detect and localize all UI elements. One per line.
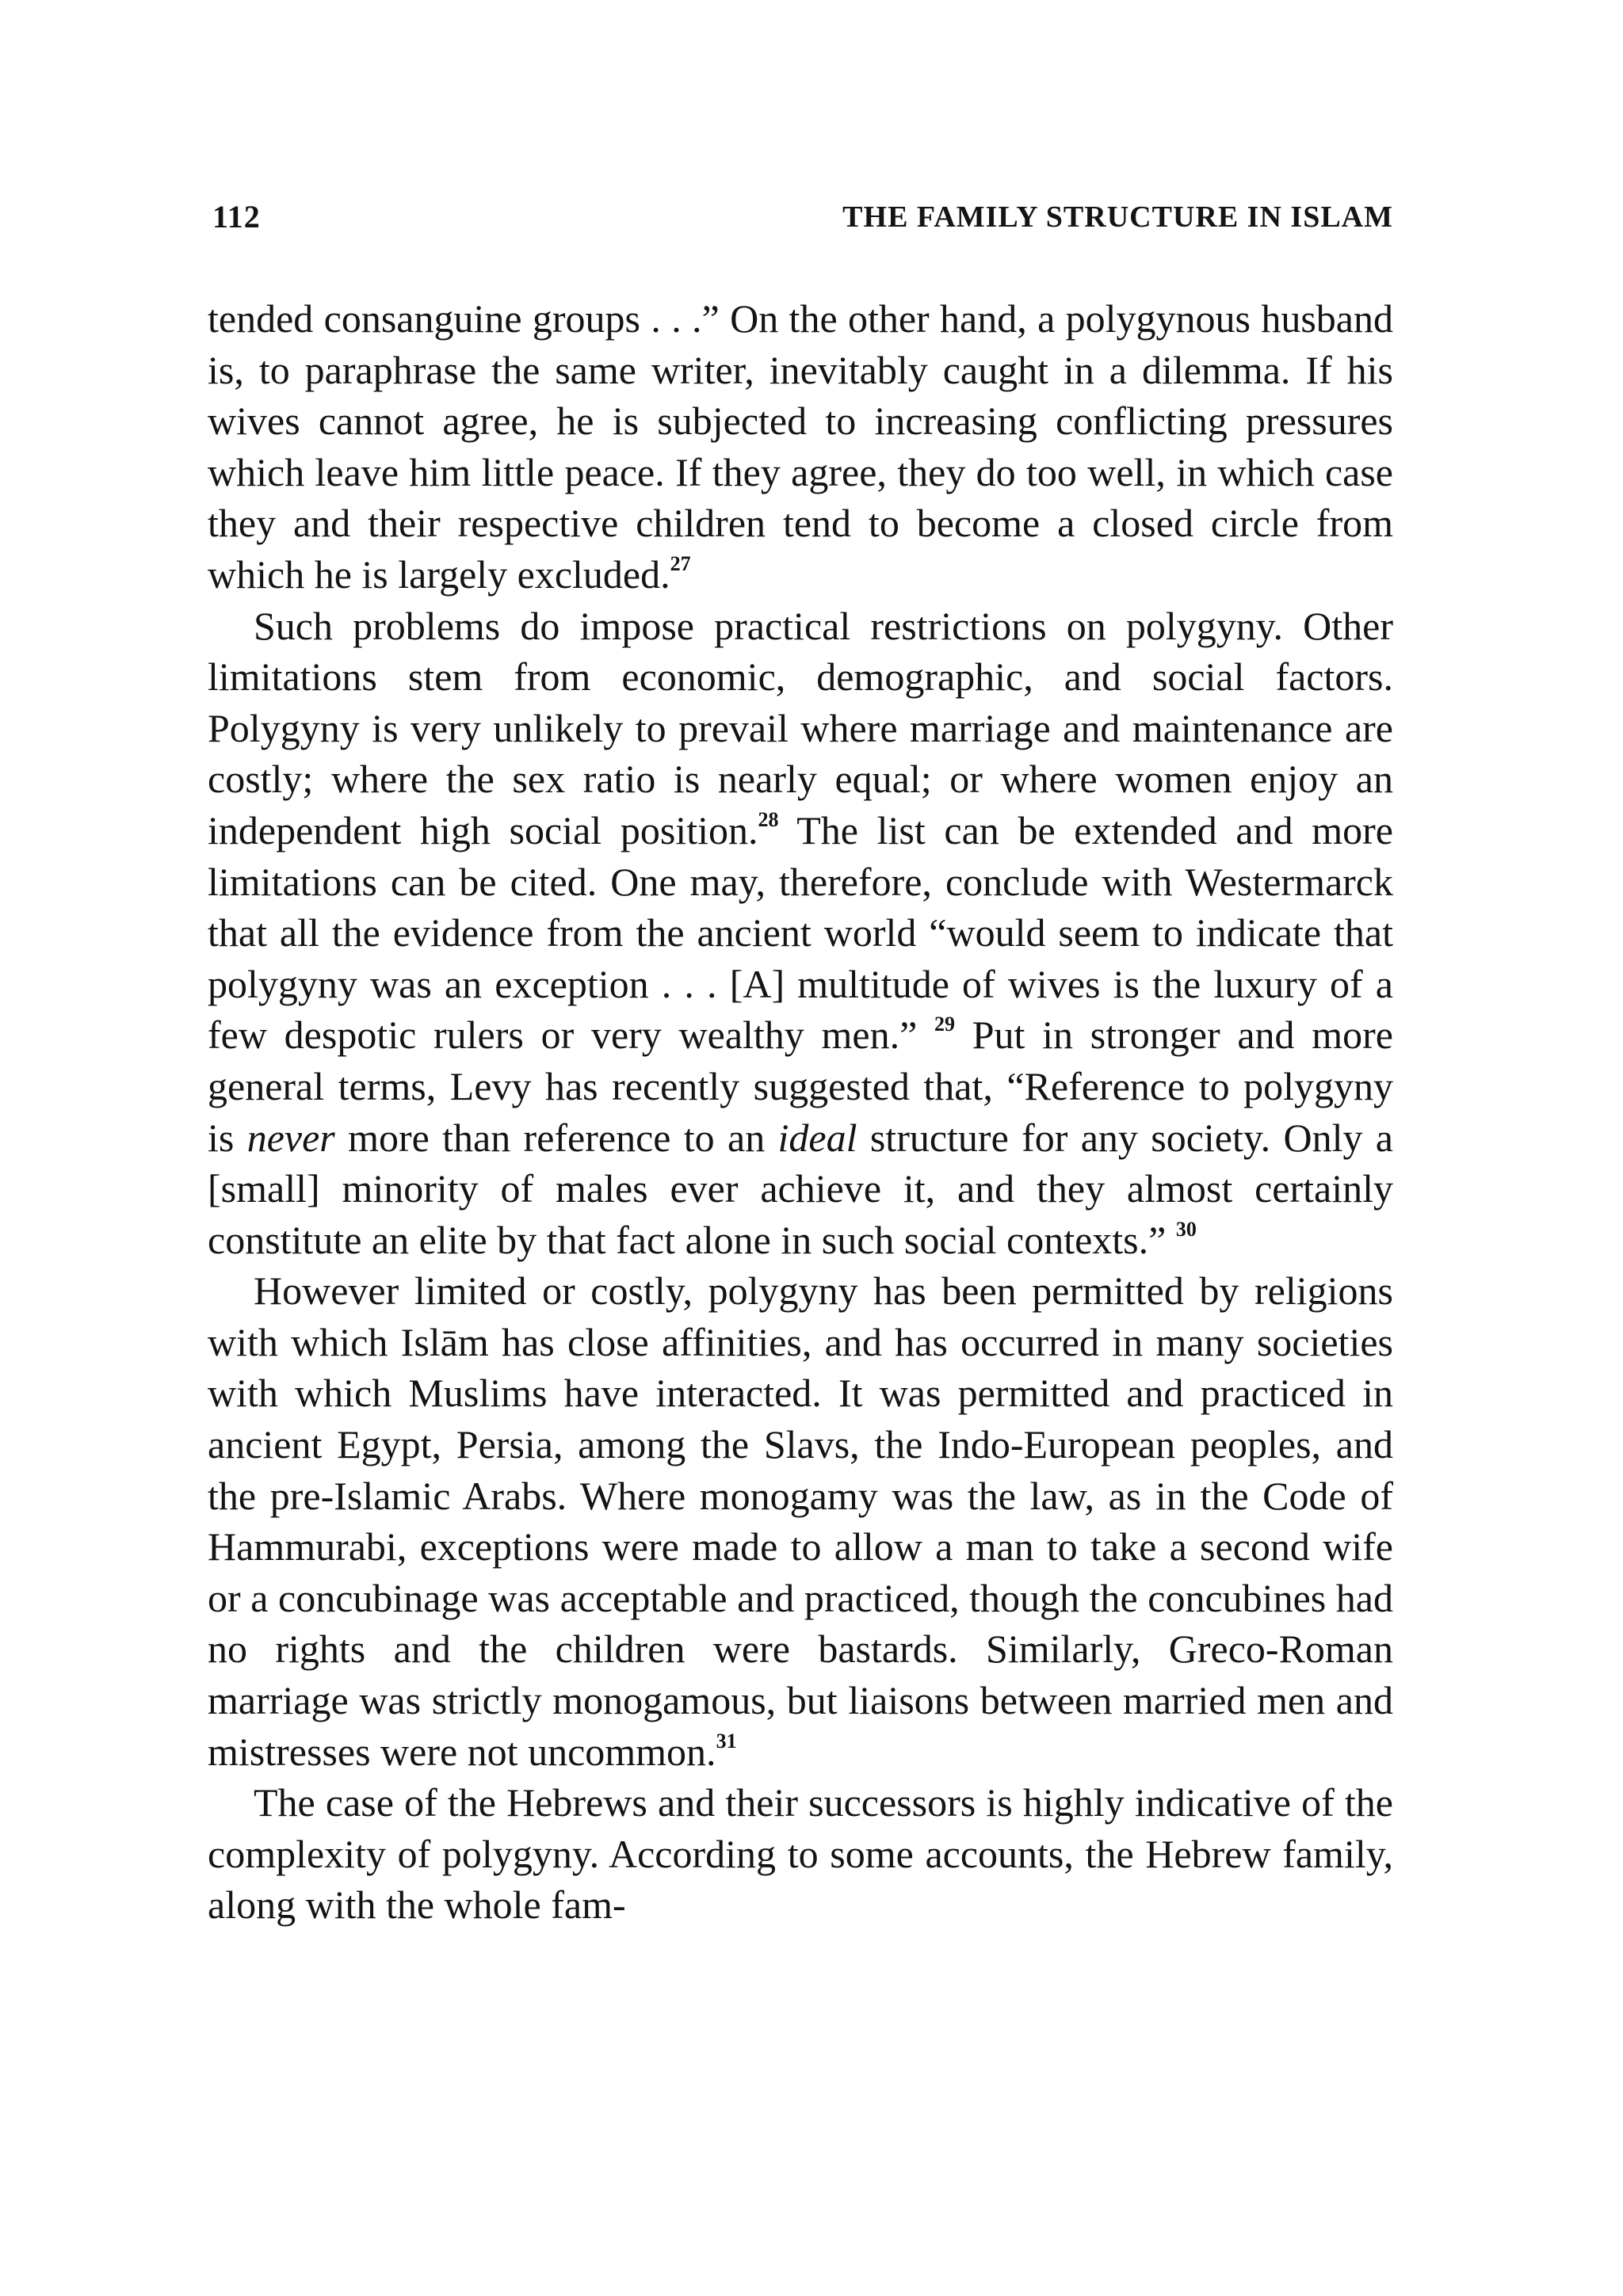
page-number: 112 — [212, 199, 261, 235]
text-run: more than reference to an — [334, 1115, 778, 1160]
running-title: THE FAMILY STRUCTURE IN ISLAM — [842, 200, 1393, 234]
footnote-marker: 29 — [934, 1013, 956, 1036]
footnote-marker: 28 — [758, 807, 779, 831]
running-head — [212, 195, 1393, 239]
text-run: However limited or costly, polygyny has been permitted by religions with which Islām has close affinities, and has occurred in many societies with which Muslims have interacted. It was permitted and practiced in ancient Egypt, Persia, among the Slavs, the Indo-European peoples, and the pre-Islamic Arabs. Where monogamy was the law, as in the Code of Hammurabi, exceptions were made to allow a man to take a second wife or a concubinage was acceptable and practiced, though the concubines had no rights and the children were bastards. Similarly, Greco-Roman marriage was strictly monogamous, but liaisons between married men and mistresses were not uncommon. — [208, 1268, 1393, 1774]
text-run: Put in stronger and more general terms, Levy has recently suggested that, “Reference to polygyny is — [208, 1013, 1393, 1160]
text-run: The list can be extended and more limitations can be cited. One may, therefore, conclude with Westermarck that all the evidence from the ancient world “would seem to indicate that polygyny was an exception . . . [A] multitude of wives is the luxury of a few despotic rulers or very wealthy men.” — [208, 807, 1394, 1058]
paragraph-3 — [208, 1265, 1393, 1777]
footnote-marker: 30 — [1175, 1217, 1197, 1241]
text-run: structure for any society. Only a [small] minority of males ever achieve it, and they almost certainly constitute an elite by that fact alone in such social contexts.” — [208, 1115, 1393, 1262]
footnote-marker: 31 — [716, 1729, 737, 1753]
body-text — [208, 293, 1393, 1931]
emphasized-text: ideal — [777, 1115, 857, 1160]
paragraph-4 — [208, 1777, 1393, 1931]
text-run: The case of the Hebrews and their successors is highly indicative of the complexity of polygyny. According to some accounts, the Hebrew family, along with the whole fam- — [208, 1780, 1393, 1928]
text-run: tended consanguine groups . . .” On the other hand, a polygynous husband is, to paraphrase the same writer, inevitably caught in a dilemma. If his wives cannot agree, he is subjected to increasing conflicting pressures which leave him little peace. If they agree, they do too well, in which case they and their respective children tend to become a closed circle from which he is largely excluded. — [208, 296, 1393, 597]
emphasized-text: never — [246, 1115, 335, 1160]
paragraph-2 — [208, 601, 1393, 1266]
paragraph-1 — [208, 293, 1393, 601]
footnote-marker: 27 — [670, 551, 691, 575]
text-run: Such problems do impose practical restrictions on polygyny. Other limitations stem from economic, demographic, and social factors. Polygyny is very unlikely to prevail where marriage and maintenance are costly; where the sex ratio is nearly equal; or where women enjoy an independent high social position. — [208, 603, 1393, 852]
